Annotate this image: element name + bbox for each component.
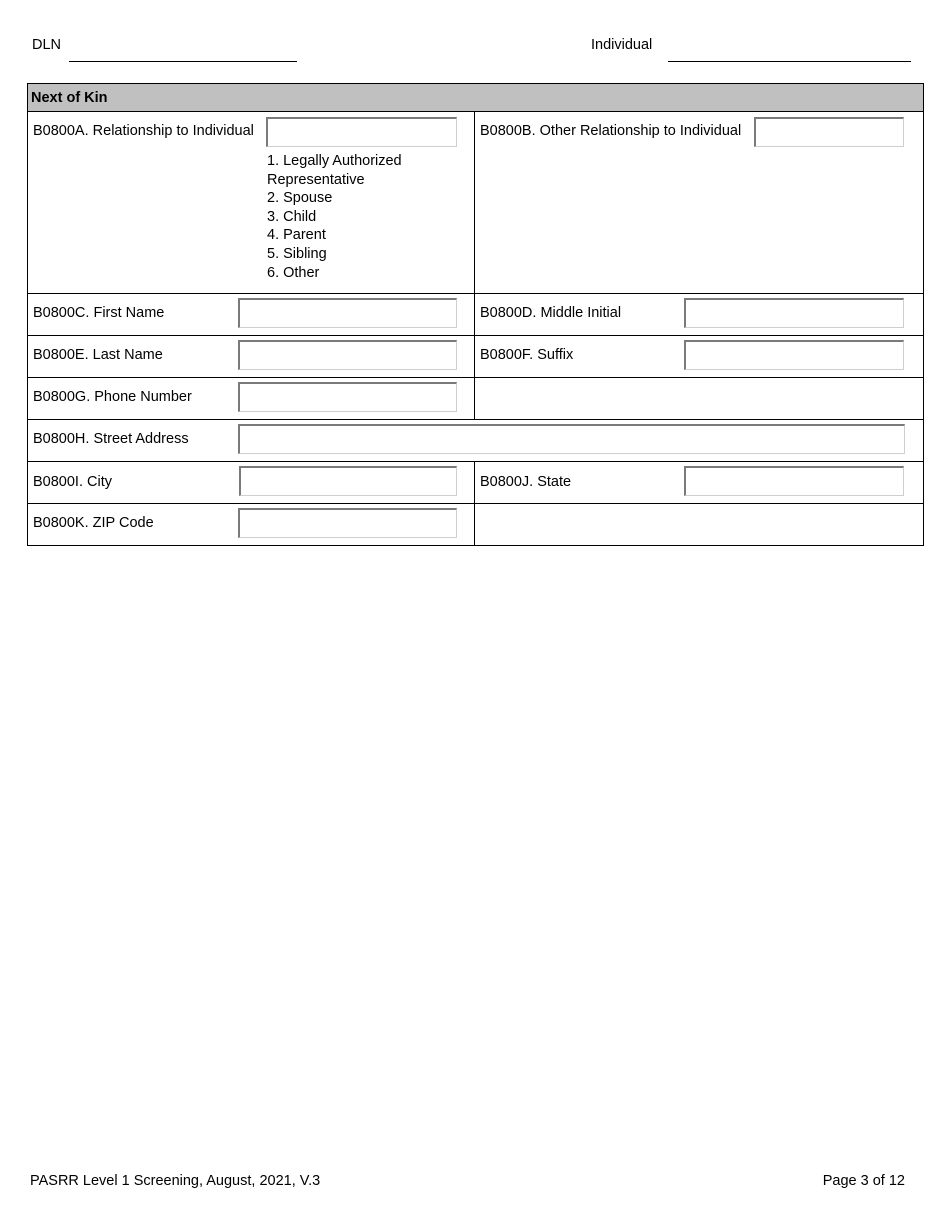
option-item: 3. Child <box>267 208 317 225</box>
relationship-options <box>267 152 447 282</box>
relationship-input[interactable] <box>266 117 457 147</box>
cell-b0800h <box>28 420 924 462</box>
city-input[interactable] <box>239 466 457 496</box>
b0800i-label: B0800I. City <box>33 474 112 490</box>
cell-b0800f <box>475 336 924 378</box>
b0800c-label: B0800C. First Name <box>33 305 165 321</box>
cell-b0800b <box>475 112 924 294</box>
b0800f-label: B0800F. Suffix <box>480 347 574 363</box>
b0800a-label: B0800A. Relationship to Individual <box>33 123 254 139</box>
b0800k-label: B0800K. ZIP Code <box>33 515 154 531</box>
option-item: 4. Parent <box>267 227 326 244</box>
cell-empty-k <box>475 504 924 546</box>
first-name-input[interactable] <box>238 298 457 328</box>
b0800d-label: B0800D. Middle Initial <box>480 305 622 321</box>
b0800j-label: B0800J. State <box>480 474 572 490</box>
b0800b-label: B0800B. Other Relationship to Individual <box>480 123 742 139</box>
cell-empty-g <box>475 378 924 420</box>
cell-b0800i <box>28 462 475 504</box>
option-item: 1. Legally Authorized Representative <box>267 153 402 188</box>
section-title: Next of Kin <box>28 84 924 112</box>
option-item: 5. Sibling <box>267 245 327 262</box>
individual-label: Individual <box>591 37 653 53</box>
cell-b0800d <box>475 294 924 336</box>
individual-field[interactable] <box>668 61 911 62</box>
b0800h-label: B0800H. Street Address <box>33 431 189 447</box>
cell-b0800j <box>475 462 924 504</box>
dln-field[interactable] <box>69 61 297 62</box>
cell-b0800c <box>28 294 475 336</box>
last-name-input[interactable] <box>238 340 457 370</box>
b0800e-label: B0800E. Last Name <box>33 347 163 363</box>
zip-code-input[interactable] <box>238 508 457 538</box>
dln-label: DLN <box>32 37 62 53</box>
option-item: 6. Other <box>267 264 320 281</box>
cell-b0800k <box>28 504 475 546</box>
suffix-input[interactable] <box>684 340 904 370</box>
footer-form-name: PASRR Level 1 Screening, August, 2021, V.3 <box>30 1173 321 1189</box>
next-of-kin-table <box>27 83 924 546</box>
phone-number-input[interactable] <box>238 382 457 412</box>
middle-initial-input[interactable] <box>684 298 904 328</box>
option-item: 2. Spouse <box>267 190 333 207</box>
state-input[interactable] <box>684 466 904 496</box>
cell-b0800g <box>28 378 475 420</box>
footer-page-number: Page 3 of 12 <box>822 1173 905 1189</box>
other-relationship-input[interactable] <box>754 117 904 147</box>
b0800g-label: B0800G. Phone Number <box>33 389 192 405</box>
cell-b0800a <box>28 112 475 294</box>
cell-b0800e <box>28 336 475 378</box>
street-address-input[interactable] <box>238 424 905 454</box>
